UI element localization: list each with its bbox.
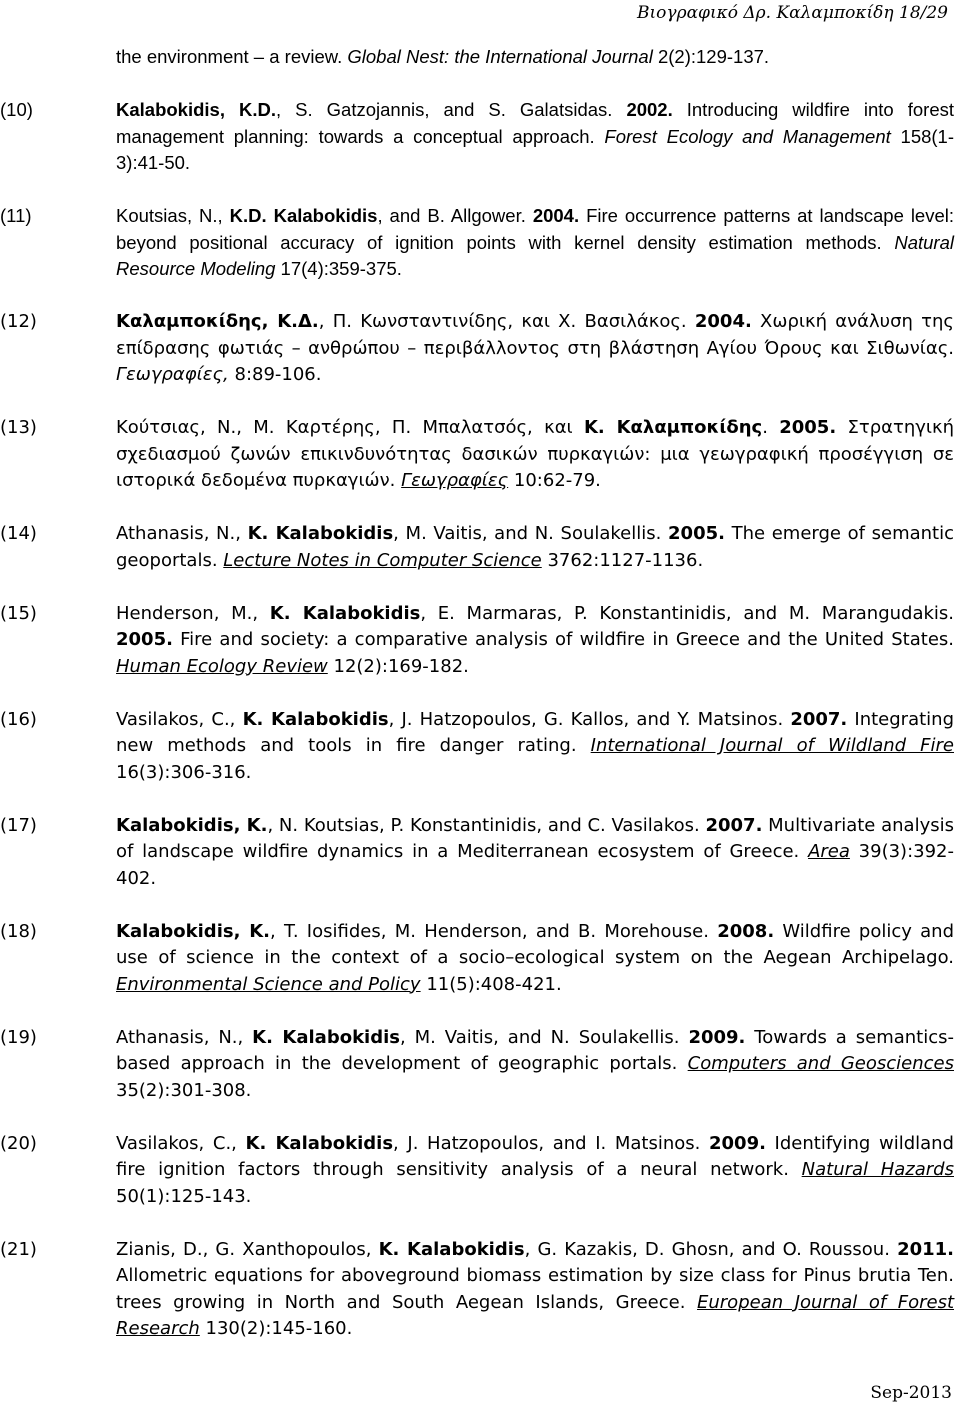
reference-text: Athanasis, N., [116, 523, 248, 544]
reference-bold-text: 2004. [694, 311, 752, 332]
reference-number: (16) [0, 708, 37, 730]
reference-entry [0, 309, 954, 389]
reference-text: , J. Hatzopoulos, and I. Matsinos. [393, 1132, 709, 1154]
reference-text: Towards a semantics-based approach in the development of geographic portals. [116, 1026, 955, 1074]
reference-number: (11) [0, 205, 32, 226]
reference-journal: Γεωγραφίες [401, 470, 509, 491]
reference-entry [0, 97, 954, 177]
reference-text: , M. Vaitis, and N. Soulakellis. [393, 523, 669, 544]
reference-text: , G. Kazakis, D. Ghosn, and O. Roussou. [524, 1238, 898, 1260]
reference-text: 16(3):306-316. [116, 761, 252, 783]
reference-text: the environment – a review. [116, 46, 348, 67]
reference-entry [0, 1131, 954, 1211]
reference-number: (21) [0, 1238, 37, 1260]
reference-bold-text: Κ. Καλαμποκίδης [583, 417, 763, 438]
reference-journal: Global Nest: the International Journal [347, 46, 653, 67]
reference-entry [0, 1237, 954, 1343]
reference-journal: Human Ecology Review [116, 655, 328, 677]
reference-bold-text: Kalabokidis, K. [116, 814, 268, 836]
reference-text: 50(1):125-143. [116, 1185, 252, 1207]
reference-bold-text: 2007. [705, 814, 763, 836]
reference-bold-text: K. Kalabokidis [269, 602, 421, 624]
reference-number: (12) [0, 311, 37, 332]
reference-text: , J. Hatzopoulos, G. Kallos, and Y. Matsinos. [388, 708, 791, 730]
reference-text: , and B. Allgower. [377, 205, 533, 226]
reference-text: Allometric equations for aboveground biomass estimation by size class for Pinus brutia Ten. trees growing in North and South Aegean Islands, Greece. [116, 1265, 954, 1313]
reference-bold-text: K.D. Kalabokidis [229, 205, 378, 226]
reference-text: , S. Gatzojannis, and S. Galatsidas. [276, 99, 627, 120]
reference-text: 8:89-106. [228, 364, 322, 385]
running-header: Βιογραφικό Δρ. Καλαμποκίδη 18/29 [637, 3, 948, 23]
reference-number: (17) [0, 814, 37, 836]
reference-text: Zianis, D., G. Xanthopoulos, [116, 1238, 379, 1260]
reference-bold-text: 2009. [709, 1132, 766, 1154]
reference-entry [0, 601, 954, 681]
reference-text: Integrating new methods and tools in fire danger rating. [116, 708, 954, 756]
reference-text: 11(5):408-421. [420, 973, 562, 995]
reference-number: (14) [0, 523, 37, 544]
reference-number: (15) [0, 602, 37, 624]
reference-text: Vasilakos, C., [116, 708, 243, 730]
reference-number: (18) [0, 920, 37, 942]
reference-text: Κούτσιας, Ν., Μ. Καρτέρης, Π. Μπαλατσός, και [116, 417, 584, 438]
reference-text: Athanasis, N., [116, 1026, 253, 1048]
reference-bold-text: K. Kalabokidis [242, 708, 389, 730]
reference-text: , M. Vaitis, and N. Soulakellis. [399, 1026, 689, 1048]
reference-text: Multivariate analysis of landscape wildfire dynamics in a Mediterranean ecosystem of Greece. [116, 814, 954, 862]
reference-text: 35(2):301-308. [116, 1079, 252, 1101]
reference-journal: Environmental Science and Policy [116, 973, 421, 995]
reference-text: Wildfire policy and use of science in the context of a socio–ecological system on the Aegean Archipelago. [116, 920, 955, 968]
reference-text: 158(1-3):41-50. [116, 125, 955, 173]
reference-bold-text: K. Kalabokidis [378, 1238, 525, 1260]
reference-journal: Natural Hazards [801, 1159, 954, 1180]
reference-number: (19) [0, 1026, 37, 1048]
reference-journal: Area [808, 841, 850, 862]
reference-journal: Lecture Notes in Computer Science [223, 549, 542, 571]
reference-text: Identifying wildland fire ignition factors through sensitivity analysis of a neural network. [116, 1132, 954, 1180]
reference-bold-text: K. Kalabokidis [247, 523, 394, 544]
reference-text: Στρατηγική σχεδιασμού ζωνών επικινδυνότητας δασικών πυρκαγιών: μια γεωγραφική προσέγγιση σε ιστορικά δεδομένα πυρκαγιών. [116, 417, 954, 491]
reference-text: Introducing wildfire into forest management planning: towards a conceptual approach. [116, 99, 954, 147]
reference-number: (13) [0, 417, 37, 438]
reference-number: (10) [0, 99, 33, 120]
reference-bold-text: 2009. [688, 1026, 746, 1048]
reference-number: (20) [0, 1132, 37, 1154]
reference-entry [0, 203, 954, 283]
reference-journal: Γεωγραφίες, [116, 364, 229, 385]
reference-bold-text: 2005. [116, 629, 173, 650]
reference-text: 39(3):392-402. [116, 841, 954, 889]
reference-bold-text: 2011. [897, 1238, 955, 1260]
reference-entry [0, 813, 954, 893]
reference-text: , T. Iosifides, M. Henderson, and B. Morehouse. [270, 920, 718, 942]
reference-journal: Computers and Geosciences [687, 1053, 954, 1074]
reference-journal: International Journal of Wildland Fire [590, 735, 954, 756]
reference-journal: Natural Resource Modeling [116, 231, 954, 279]
reference-text: Henderson, M., [116, 602, 270, 624]
reference-text: , Π. Κωνσταντινίδης, και Χ. Βασιλάκος. [318, 311, 695, 332]
reference-bold-text: 2005. [779, 417, 837, 438]
reference-text: 3762:1127-1136. [541, 549, 704, 571]
reference-entry [0, 521, 954, 574]
reference-text: 17(4):359-375. [275, 258, 402, 279]
reference-bold-text: 2008. [717, 920, 775, 942]
reference-bold-text: Kalabokidis, K.D. [116, 99, 276, 120]
reference-bold-text: K. Kalabokidis [252, 1026, 400, 1048]
reference-entry [0, 707, 954, 787]
reference-text: . [762, 417, 780, 438]
reference-text: Vasilakos, C., [116, 1132, 246, 1154]
reference-entry [0, 1025, 954, 1105]
reference-text: Χωρική ανάλυση της επίδρασης φωτιάς – ανθρώπου – περιβάλλοντος στη βλάστηση Αγίου Όρους και Σιθωνίας. [116, 311, 954, 359]
reference-entry [0, 919, 954, 999]
reference-text: 130(2):145-160. [199, 1318, 353, 1339]
page-footer-date: Sep-2013 [870, 1383, 952, 1403]
reference-bold-text: K. Kalabokidis [245, 1132, 394, 1154]
reference-journal: European Journal of Forest Research [116, 1291, 955, 1339]
reference-journal: Forest Ecology and Management [604, 125, 891, 147]
reference-list [0, 44, 960, 1369]
reference-bold-text: Kalabokidis, K. [116, 920, 270, 942]
reference-bold-text: 2004. [532, 205, 580, 226]
reference-text: The emerge of semantic geoportals. [116, 523, 955, 571]
reference-text: , N. Koutsias, P. Konstantinidis, and C. Vasilakos. [267, 814, 706, 836]
reference-entry [0, 44, 954, 71]
reference-text: Koutsias, N., [116, 205, 230, 226]
reference-text: Fire and society: a comparative analysis of wildfire in Greece and the United States. [172, 629, 954, 650]
reference-entry [0, 415, 954, 495]
reference-text: , E. Marmaras, P. Konstantinidis, and M. Marangudakis. [420, 602, 955, 624]
reference-bold-text: 2005. [668, 523, 725, 544]
reference-bold-text: 2002. [626, 99, 673, 120]
reference-bold-text: Καλαμποκίδης, Κ.Δ. [116, 311, 319, 332]
reference-bold-text: 2007. [790, 708, 848, 730]
reference-text: Fire occurrence patterns at landscape level: beyond positional accuracy of ignition points with kernel density estimation methods. [116, 205, 955, 253]
reference-text: 12(2):169-182. [327, 655, 469, 677]
reference-text: 10:62-79. [508, 470, 601, 491]
reference-text: 2(2):129-137. [652, 46, 770, 67]
